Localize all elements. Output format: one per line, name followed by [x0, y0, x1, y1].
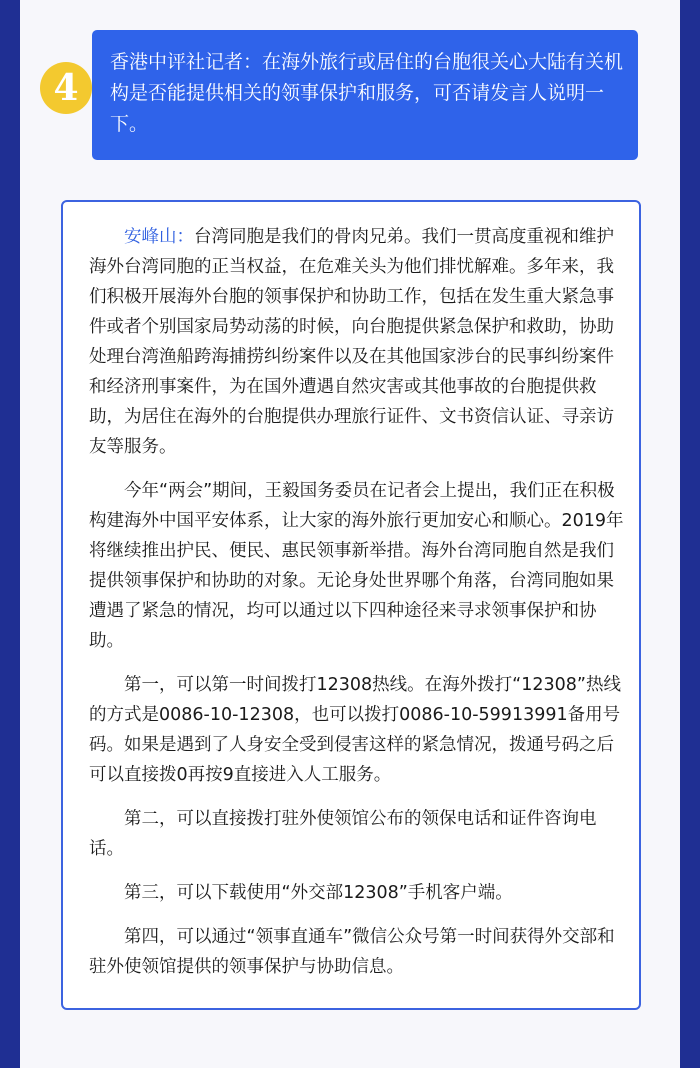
answer-paragraph-1	[89, 222, 627, 462]
speaker-name: 安峰山：	[124, 227, 194, 247]
answer-paragraph-3: 第一，可以第一时间拨打12308热线。在海外拨打“12308”热线的方式是0086-10-12308，也可以拨打0086-10-59913991备用号码。如果是遇到了人身安全受到侵害这样的紧急情况，拨通号码之后可以直接拨0再按9直接进入人工服务。	[89, 675, 621, 785]
answer-paragraph-5: 第三，可以下载使用“外交部12308”手机客户端。	[124, 883, 513, 903]
question-number-badge: 4	[40, 62, 92, 114]
answer-paragraph-4: 第二，可以直接拨打驻外使领馆公布的领保电话和证件咨询电话。	[89, 809, 597, 859]
answer-paragraph-2: 今年“两会”期间，王毅国务委员在记者会上提出，我们正在积极构建海外中国平安体系，让大家的海外旅行更加安心和顺心。2019年将继续推出护民、便民、惠民领事新举措。海外台湾同胞自然是我们提供领事保护和协助的对象。无论身处世界哪个角落，台湾同胞如果遭遇了紧急的情况，均可以通过以下四种途径来寻求领事保护和协助。	[89, 481, 624, 651]
answer-paragraph-1-text: 台湾同胞是我们的骨肉兄弟。我们一贯高度重视和维护海外台湾同胞的正当权益，在危难关头为他们排忧解难。多年来，我们积极开展海外台胞的领事保护和协助工作，包括在发生重大紧急事件或者个别国家局势动荡的时候，向台胞提供紧急保护和救助，协助处理台湾渔船跨海捕捞纠纷案件以及在其他国家涉台的民事纠纷案件和经济刑事案件，为在国外遭遇自然灾害或其他事故的台胞提供救助，为居住在海外的台胞提供办理旅行证件、文书资信认证、寻亲访友等服务。	[89, 227, 614, 457]
question-text: 香港中评社记者：在海外旅行或居住的台胞很关心大陆有关机构是否能提供相关的领事保护和服务，可否请发言人说明一下。	[110, 51, 624, 135]
question-box	[92, 30, 638, 160]
answer-paragraph-6: 第四，可以通过“领事直通车”微信公众号第一时间获得外交部和驻外使领馆提供的领事保护与协助信息。	[89, 927, 615, 977]
answer-box	[61, 200, 641, 1010]
